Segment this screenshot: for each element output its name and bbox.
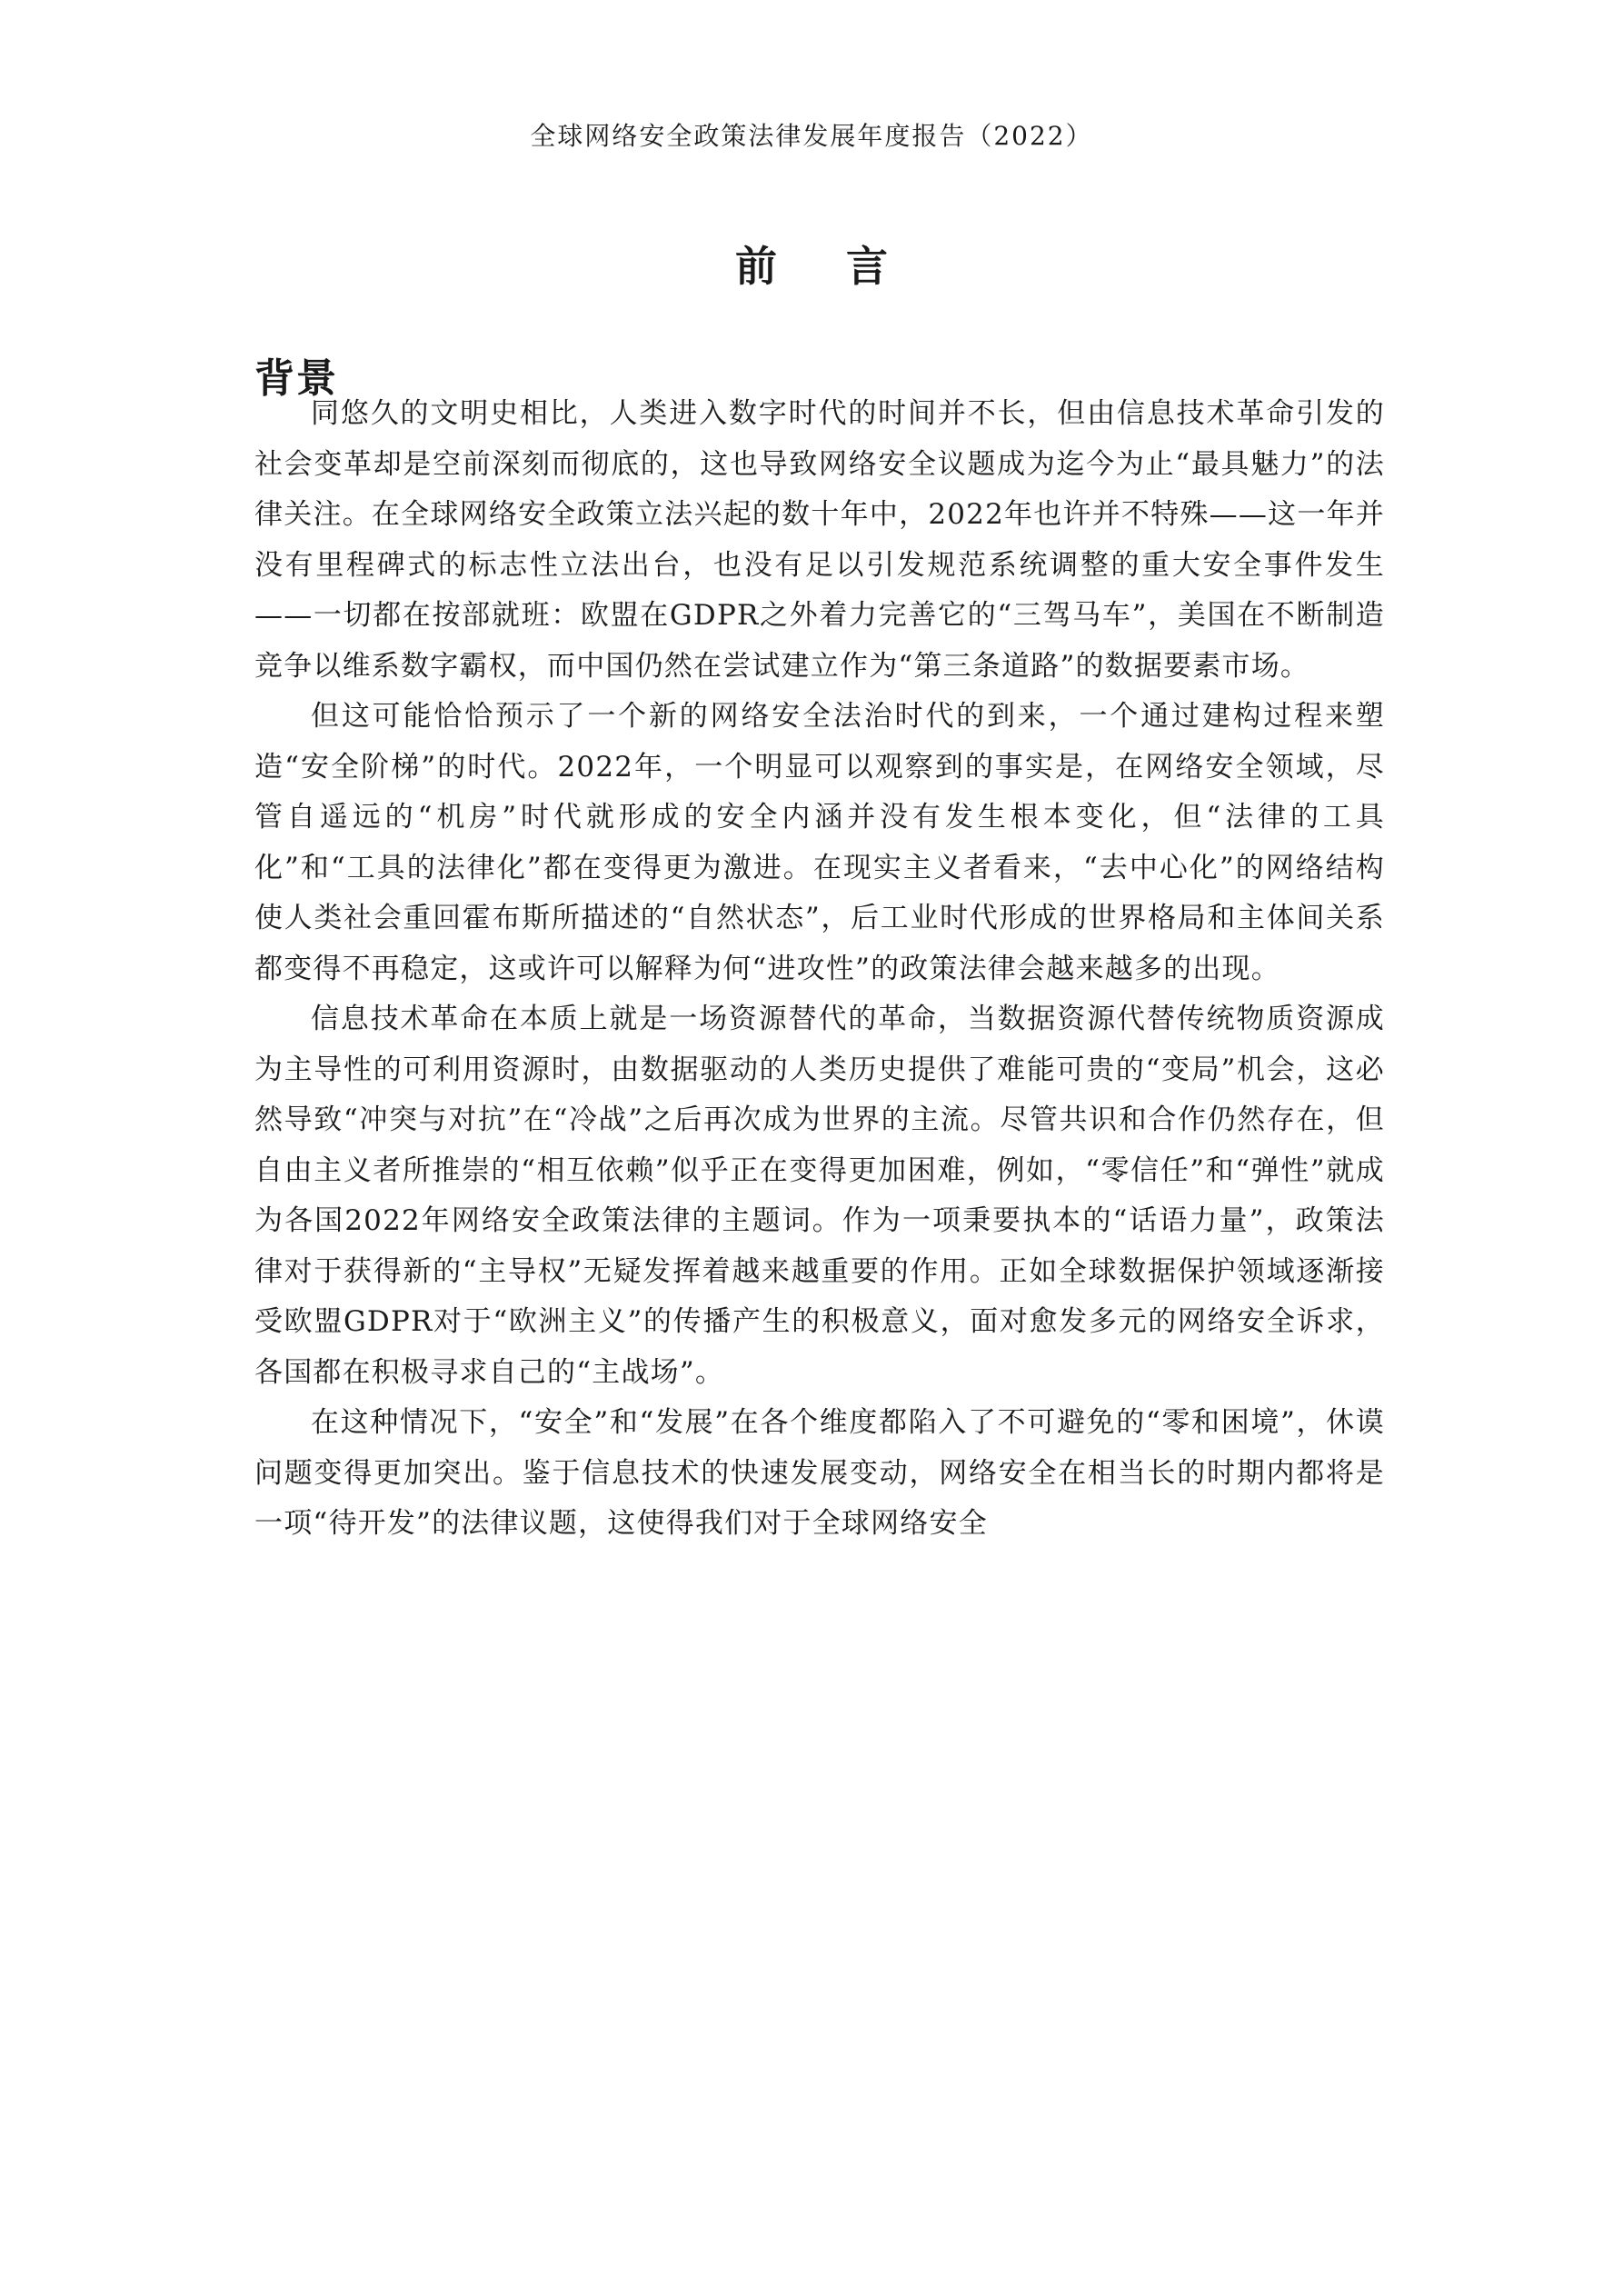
page-title: 前 言 [734,241,915,291]
body-text [254,389,1385,1550]
running-header: 全球网络安全政策法律发展年度报告（2022） [530,121,1093,151]
paragraph: 信息技术革命在本质上就是一场资源替代的革命，当数据资源代替传统物质资源成为主导性的可利用资源时，由数据驱动的人类历史提供了难能可贵的“变局”机会，这必然导致“冲突与对抗”在“冷战”之后再次成为世界的主流。尽管共识和合作仍然存在，但自由主义者所推崇的“相互依赖”似乎正在变得更加困难，例如，“零信任”和“弹性”就成为各国2022年网络安全政策法律的主题词。作为一项秉要执本的“话语力量”，政策法律对于获得新的“主导权”无疑发挥着越来越重要的作用。正如全球数据保护领域逐渐接受欧盟GDPR对于“欧洲主义”的传播产生的积极意义，面对愈发多元的网络安全诉求，各国都在积极寻求自己的“主战场”。 [254,1003,1385,1389]
section-heading: 背景 [254,354,338,402]
paragraph: 同悠久的文明史相比，人类进入数字时代的时间并不长，但由信息技术革命引发的社会变革却是空前深刻而彻底的，这也导致网络安全议题成为迄今为止“最具魅力”的法律关注。在全球网络安全政策立法兴起的数十年中，2022年也许并不特殊——这一年并没有里程碑式的标志性立法出台，也没有足以引发规范系统调整的重大安全事件发生——一切都在按部就班：欧盟在GDPR之外着力完善它的“三驾马车”，美国在不断制造竞争以维系数字霸权，而中国仍然在尝试建立作为“第三条道路”的数据要素市场。 [254,397,1385,683]
paragraph: 但这可能恰恰预示了一个新的网络安全法治时代的到来，一个通过建构过程来塑造“安全阶梯”的时代。2022年，一个明显可以观察到的事实是，在网络安全领域，尽管自遥远的“机房”时代就形成的安全内涵并没有发生根本变化，但“法律的工具化”和“工具的法律化”都在变得更为激进。在现实主义者看来，“去中心化”的网络结构使人类社会重回霍布斯所描述的“自然状态”，后工业时代形成的世界格局和主体间关系都变得不再稳定，这或许可以解释为何“进攻性”的政策法律会越来越多的出现。 [254,700,1385,985]
paragraph: 在这种情况下，“安全”和“发展”在各个维度都陷入了不可避免的“零和困境”，休谟问题变得更加突出。鉴于信息技术的快速发展变动，网络安全在相当长的时期内都将是一项“待开发”的法律议题，这使得我们对于全球网络安全 [254,1406,1385,1540]
